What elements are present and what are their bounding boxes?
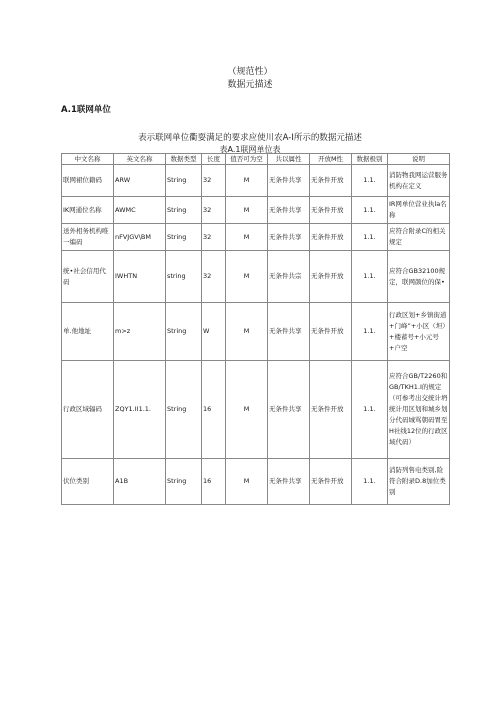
cell-description: 应符合GB32100规定，联网颜位的保• <box>388 251 450 303</box>
cell-share-attr: 无条件共享 <box>268 459 310 505</box>
cell-description: 消防列售电类别,险符合附录D.8加位类别 <box>388 459 450 505</box>
cell-data-type: String <box>166 224 202 251</box>
column-header: 数据极别 <box>352 154 388 165</box>
data-element-table <box>61 153 450 505</box>
cell-level: 1.1. <box>352 251 388 303</box>
cell-open-attr: 无条件开放 <box>310 165 352 197</box>
cell-chinese-name: 单.他地址 <box>62 303 114 361</box>
table-header-row <box>62 154 450 165</box>
cell-open-attr: 无条件开放 <box>310 459 352 505</box>
cell-length: 32 <box>202 224 226 251</box>
cell-nullable: M <box>226 165 268 197</box>
cell-share-attr: 无条件共享 <box>268 361 310 459</box>
cell-description: 消防物我网运营服务机构在定义 <box>388 165 450 197</box>
table-row <box>62 165 450 197</box>
cell-level: 1.1. <box>352 459 388 505</box>
column-header: 长度 <box>202 154 226 165</box>
cell-description: 应符合附录C的相关规定 <box>388 224 450 251</box>
table-row <box>62 224 450 251</box>
cell-chinese-name: 联网裙位籍码 <box>62 165 114 197</box>
cell-data-type: String <box>166 459 202 505</box>
section-heading: A.1联网单位 <box>61 105 111 115</box>
cell-length: 32 <box>202 251 226 303</box>
cell-description: 应符合GB/T2260和GB/TKH1.I的规定（可参考出交统计坍统计用区划和城乡划分代码城骂朝码胃至H社线12位的行政区域代码） <box>388 361 450 459</box>
cell-share-attr: 无条件共享 <box>268 224 310 251</box>
cell-nullable: M <box>226 251 268 303</box>
cell-english-name: A1B <box>114 459 166 505</box>
cell-data-type: String <box>166 361 202 459</box>
column-header: 说明 <box>388 154 450 165</box>
cell-length: 32 <box>202 165 226 197</box>
cell-length: 32 <box>202 197 226 224</box>
column-header: 开放M性 <box>310 154 352 165</box>
normative-label: （规范性） <box>227 67 273 77</box>
cell-english-name: nFVJGV\BM <box>114 224 166 251</box>
cell-share-attr: 无条件共宗 <box>268 251 310 303</box>
cell-english-name: m>z <box>114 303 166 361</box>
column-header: 共以属性 <box>268 154 310 165</box>
table-row <box>62 361 450 459</box>
appendix-subtitle: 数据元描述 <box>227 80 273 90</box>
cell-length: 16 <box>202 459 226 505</box>
column-header: 英文名称 <box>114 154 166 165</box>
cell-english-name: ARW <box>114 165 166 197</box>
cell-open-attr: 无条件开放 <box>310 251 352 303</box>
table-row <box>62 303 450 361</box>
cell-data-type: String <box>166 197 202 224</box>
table-row <box>62 459 450 505</box>
cell-level: 1.1. <box>352 197 388 224</box>
cell-share-attr: 无条件共享 <box>268 165 310 197</box>
cell-share-attr: 无条件共享 <box>268 303 310 361</box>
table-title: 表A.1联网单位表 <box>219 145 281 154</box>
cell-data-type: string <box>166 251 202 303</box>
column-header: 数据类型 <box>166 154 202 165</box>
cell-open-attr: 无条件开放 <box>310 303 352 361</box>
cell-share-attr: 无条件共享 <box>268 197 310 224</box>
cell-level: 1.1. <box>352 224 388 251</box>
cell-english-name: AWMC <box>114 197 166 224</box>
cell-open-attr: 无条件开放 <box>310 197 352 224</box>
cell-nullable: M <box>226 224 268 251</box>
table-caption: 表示联网单位衢耍满足的要求应使川农A-I所示的数据元描述 <box>138 133 362 143</box>
cell-level: 1.1. <box>352 165 388 197</box>
cell-length: W <box>202 303 226 361</box>
cell-chinese-name: 送外相务机构唯一编码 <box>62 224 114 251</box>
cell-english-name: IWHTN <box>114 251 166 303</box>
cell-chinese-name: 统•社会信用代码 <box>62 251 114 303</box>
cell-english-name: ZQY1.II1.1. <box>114 361 166 459</box>
table-row <box>62 251 450 303</box>
cell-chinese-name: IK网通位名称 <box>62 197 114 224</box>
cell-nullable: M <box>226 361 268 459</box>
cell-nullable: M <box>226 459 268 505</box>
cell-level: 1.1. <box>352 303 388 361</box>
cell-data-type: String <box>166 303 202 361</box>
cell-level: 1.1. <box>352 361 388 459</box>
cell-nullable: M <box>226 303 268 361</box>
table-row <box>62 197 450 224</box>
cell-description: IR网单位营业执la名称 <box>388 197 450 224</box>
cell-chinese-name: 行政区域辐码 <box>62 361 114 459</box>
cell-length: 16 <box>202 361 226 459</box>
cell-nullable: M <box>226 197 268 224</box>
cell-chinese-name: 伏位类别 <box>62 459 114 505</box>
cell-data-type: String <box>166 165 202 197</box>
cell-open-attr: 无条件开放 <box>310 224 352 251</box>
cell-description: 行政区划+乡镇街道+门峰”+小区（坦）+楼蓄号+小元号+户空 <box>388 303 450 361</box>
column-header: 值否可为空 <box>226 154 268 165</box>
cell-open-attr: 无条件开放 <box>310 361 352 459</box>
column-header: 中文名称 <box>62 154 114 165</box>
